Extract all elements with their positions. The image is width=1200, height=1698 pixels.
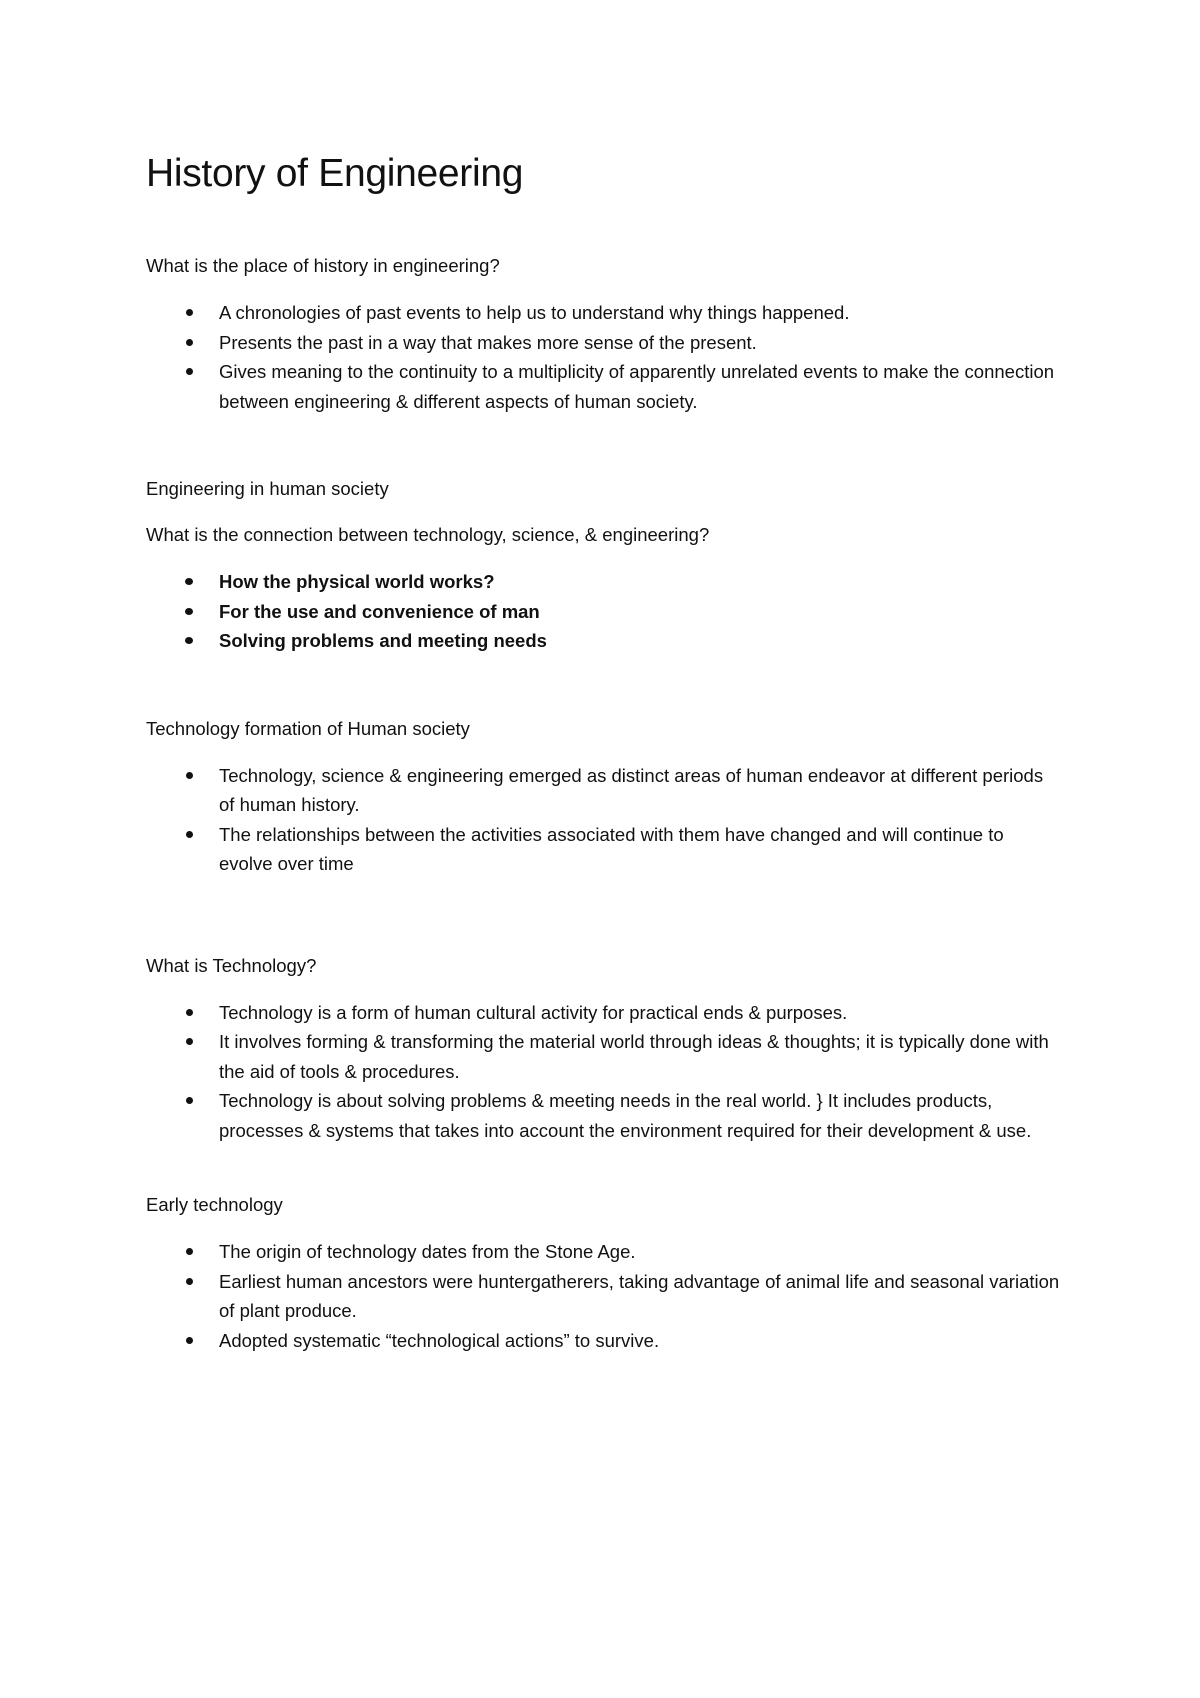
section-technology-formation [146,717,1060,879]
bullet-list [146,998,1060,1146]
bullet-list [146,298,1060,416]
section-heading: Early technology [146,1194,283,1215]
bullet-icon [185,608,193,615]
section-engineering-society [146,477,1060,656]
list-item-text: A chronologies of past events to help us to understand why things happened. [219,302,850,323]
list-item-text: Earliest human ancestors were huntergatherers, taking advantage of animal life and seasonal variation of plant produce. [219,1270,1060,1321]
bullet-icon [185,578,193,585]
list-item [146,761,1060,820]
list-item-text: How the physical world works? [219,571,495,592]
list-item [146,1027,1060,1086]
list-item-text: Technology, science & engineering emerged as distinct areas of human endeavor at different periods of human history. [219,764,1044,815]
list-item [146,1326,1060,1356]
bullet-icon [186,831,193,838]
bullet-icon [186,1097,193,1104]
list-item-text: Technology is a form of human cultural activity for practical ends & purposes. [219,1001,848,1023]
bullet-list [146,1237,1060,1355]
list-item [146,567,1060,597]
section-subheading: What is the connection between technology, science, & engineering? [146,524,710,545]
list-item-text: Solving problems and meeting needs [219,630,547,651]
bullet-list [146,761,1060,879]
bullet-icon [186,339,193,346]
bullet-icon [186,1038,193,1045]
section-early-technology [146,1193,1060,1355]
list-item [146,357,1060,416]
bullet-icon [186,368,193,375]
bullet-list [146,567,1060,656]
section-heading: Engineering in human society [146,478,389,499]
section-heading: What is the place of history in engineering? [146,255,500,276]
section-heading: What is Technology? [146,954,317,976]
section-heading: Technology formation of Human society [146,717,470,739]
document-title: History of Engineering [146,152,524,195]
bullet-icon [186,772,193,779]
list-item [146,820,1060,879]
list-item-text: Gives meaning to the continuity to a multiplicity of apparently unrelated events to make the connection between engineering & different aspects of human society. [219,361,1055,412]
list-item-text: It involves forming & transforming the material world through ideas & thoughts; it is typically done with the aid of tools & procedures. [219,1031,1049,1082]
list-item [146,626,1060,656]
list-item [146,298,1060,328]
section-history-place [146,254,1060,416]
list-item-text: The relationships between the activities associated with them have changed and will continue to evolve over time [219,823,1004,874]
bullet-icon [186,1278,193,1285]
bullet-icon [186,1009,193,1016]
list-item [146,1267,1060,1326]
list-item [146,597,1060,627]
list-item-text: For the use and convenience of man [219,600,540,622]
list-item-text: Technology is about solving problems & meeting needs in the real world. } It includes products, processes & systems that takes into account the environment required for their development & use. [219,1090,1032,1141]
section-what-is-technology [146,954,1060,1146]
bullet-icon [186,1248,193,1255]
list-item-text: The origin of technology dates from the Stone Age. [219,1241,636,1262]
list-item [146,1086,1060,1145]
list-item [146,1237,1060,1267]
bullet-icon [186,309,193,316]
bullet-icon [186,1337,193,1344]
list-item-text: Presents the past in a way that makes more sense of the present. [219,331,757,353]
list-item [146,998,1060,1028]
bullet-icon [185,637,193,644]
list-item [146,328,1060,358]
list-item-text: Adopted systematic “technological actions” to survive. [219,1329,660,1351]
